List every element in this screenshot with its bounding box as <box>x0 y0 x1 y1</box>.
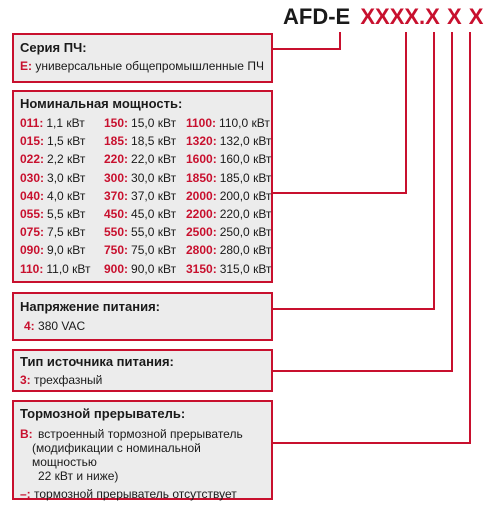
power-value: 2,2 кВт <box>47 152 86 167</box>
power-code: 550: <box>104 225 129 240</box>
power-value: 160,0 кВт <box>219 152 272 167</box>
supply-title: Тип источника питания: <box>20 354 174 369</box>
connector-brake-horizontal <box>271 442 471 444</box>
power-value: 18,5 кВт <box>131 134 177 149</box>
power-code: 2200: <box>186 207 217 221</box>
power-value: 9,0 кВт <box>47 243 86 258</box>
power-row <box>186 243 271 257</box>
power-value: 5,5 кВт <box>47 207 86 221</box>
model-dot: . <box>419 4 426 29</box>
power-value: 45,0 кВт <box>131 207 177 221</box>
power-value: 15,0 кВт <box>131 116 177 130</box>
model-part-supply: X <box>446 4 462 29</box>
voltage-title: Напряжение питания: <box>20 299 160 314</box>
power-code: 150: <box>104 116 129 130</box>
brake-b-code: B: <box>20 427 33 441</box>
connector-series-horizontal <box>271 48 341 50</box>
brake-dash-desc: тормозной прерыватель отсутствует <box>34 487 237 501</box>
power-code: 022: <box>20 152 45 167</box>
model-code <box>283 4 483 30</box>
power-row <box>186 189 271 203</box>
power-row <box>20 152 85 166</box>
power-value: 55,0 кВт <box>131 225 177 240</box>
supply-code: 3: <box>20 373 31 387</box>
power-value: 110,0 кВт <box>219 116 270 130</box>
power-value: 280,0 кВт <box>219 243 272 258</box>
power-value: 90,0 кВт <box>131 261 177 276</box>
brake-dash-code: –: <box>20 487 31 501</box>
model-part-brake: X <box>468 4 484 29</box>
power-row <box>104 225 176 239</box>
power-code: 750: <box>104 243 129 258</box>
power-code: 2800: <box>186 243 217 258</box>
model-prefix: AFD-E <box>283 4 351 29</box>
supply-desc: трехфазный <box>34 373 103 387</box>
connector-brake-vertical <box>469 32 471 444</box>
connector-voltage-horizontal <box>271 308 435 310</box>
power-row <box>104 243 176 257</box>
power-row <box>104 171 176 185</box>
series-title: Серия ПЧ: <box>20 40 87 55</box>
power-code: 450: <box>104 207 129 221</box>
series-box <box>12 33 273 83</box>
power-row <box>104 207 176 221</box>
connector-voltage-vertical <box>433 32 435 310</box>
power-code: 075: <box>20 225 45 240</box>
power-table <box>20 116 270 281</box>
power-code: 055: <box>20 207 45 221</box>
power-value: 7,5 кВт <box>47 225 86 240</box>
power-value: 30,0 кВт <box>131 170 177 185</box>
power-row <box>20 225 85 239</box>
power-row <box>104 189 176 203</box>
power-value: 185,0 кВт <box>219 170 272 185</box>
power-row <box>20 134 85 148</box>
power-code: 1600: <box>186 152 217 167</box>
power-code: 015: <box>20 134 45 149</box>
series-code: E: <box>20 59 32 73</box>
model-part-voltage: X <box>425 4 440 29</box>
supply-box <box>12 349 273 392</box>
power-code: 011: <box>20 116 44 130</box>
power-box <box>12 90 273 283</box>
power-code: 110: <box>20 261 44 276</box>
power-row <box>186 171 271 185</box>
power-value: 11,0 кВт <box>46 261 91 276</box>
power-row <box>20 262 91 276</box>
power-row <box>104 134 176 148</box>
power-row <box>186 134 271 148</box>
power-value: 75,0 кВт <box>131 243 177 258</box>
power-code: 1320: <box>186 134 217 149</box>
power-code: 030: <box>20 170 45 185</box>
power-row <box>20 171 85 185</box>
power-value: 315,0 кВт <box>219 261 272 276</box>
power-value: 200,0 кВт <box>219 188 272 203</box>
voltage-desc: 380 VAC <box>38 319 86 333</box>
voltage-code: 4: <box>24 319 35 333</box>
connector-supply-vertical <box>451 32 453 372</box>
power-code: 185: <box>104 134 129 149</box>
power-row <box>186 262 271 276</box>
power-value: 220,0 кВт <box>219 207 272 221</box>
power-code: 2000: <box>186 188 217 203</box>
power-title: Номинальная мощность: <box>20 96 183 111</box>
brake-b-line2: (модификации с номинальной мощностью <box>32 441 201 469</box>
model-part-power: XXXX <box>360 4 420 29</box>
power-row <box>20 207 85 221</box>
power-row <box>104 116 176 130</box>
power-code: 3150: <box>186 261 217 276</box>
power-row <box>20 116 85 130</box>
power-row <box>186 207 271 221</box>
power-code: 090: <box>20 243 45 258</box>
power-code: 300: <box>104 170 129 185</box>
power-row <box>104 262 176 276</box>
power-row <box>186 225 271 239</box>
brake-b-line3: 22 кВт и ниже) <box>38 469 119 483</box>
power-row <box>20 189 85 203</box>
connector-power-vertical <box>405 32 407 194</box>
brake-box <box>12 400 273 500</box>
power-code: 900: <box>104 261 129 276</box>
power-code: 1100: <box>186 116 217 130</box>
connector-supply-horizontal <box>271 370 453 372</box>
power-value: 250,0 кВт <box>219 225 272 240</box>
brake-title: Тормозной прерыватель: <box>20 406 186 421</box>
power-code: 220: <box>104 152 129 167</box>
power-value: 22,0 кВт <box>131 152 177 167</box>
series-desc: универсальные общепромышленные ПЧ <box>35 59 264 73</box>
connector-power-horizontal <box>271 192 407 194</box>
power-value: 4,0 кВт <box>47 188 86 203</box>
power-value: 3,0 кВт <box>47 170 86 185</box>
power-value: 1,5 кВт <box>47 134 86 149</box>
power-row <box>20 243 85 257</box>
voltage-box <box>12 292 273 341</box>
power-row <box>186 116 270 130</box>
power-code: 040: <box>20 188 45 203</box>
power-value: 1,1 кВт <box>46 116 85 130</box>
power-row <box>186 152 271 166</box>
power-code: 2500: <box>186 225 217 240</box>
power-value: 37,0 кВт <box>131 188 177 203</box>
power-value: 132,0 кВт <box>219 134 272 149</box>
brake-b-line1: встроенный тормозной прерыватель <box>38 427 243 441</box>
power-row <box>104 152 176 166</box>
power-code: 370: <box>104 188 129 203</box>
power-code: 1850: <box>186 170 217 185</box>
